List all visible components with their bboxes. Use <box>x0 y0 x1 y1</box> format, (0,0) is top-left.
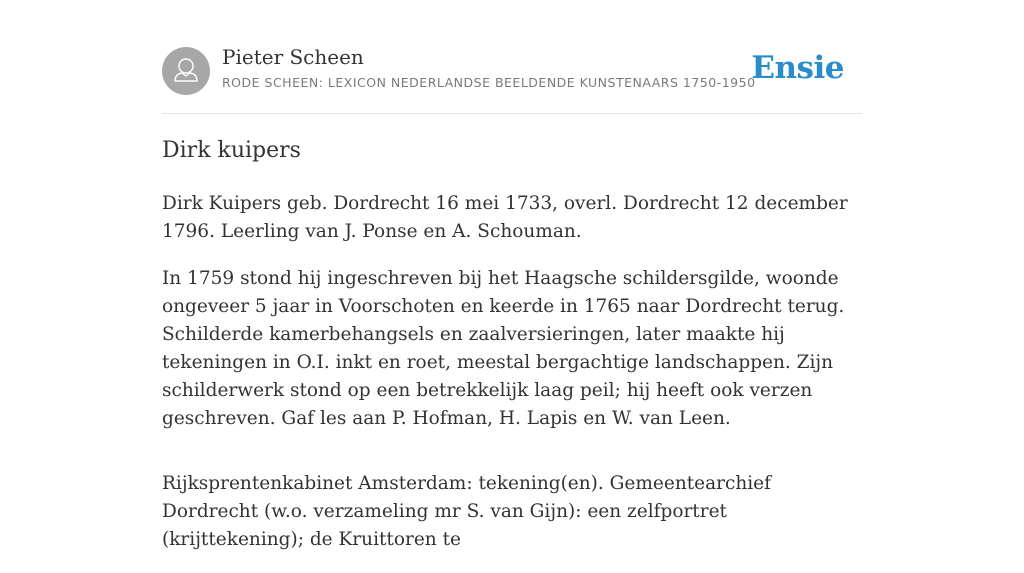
article-paragraph: Dirk Kuipers geb. Dordrecht 16 mei 1733, overl. Dordrecht 12 december 1796. Leerling van J. Ponse en A. Schouman. <box>162 193 848 242</box>
user-icon <box>162 47 210 95</box>
author-avatar[interactable] <box>162 47 210 95</box>
source-name[interactable]: RODE SCHEEN: LEXICON NEDERLANDSE BEELDENDE KUNSTENAARS 1750-1950 <box>222 75 756 90</box>
ensie-logo[interactable]: Ensie <box>751 50 844 86</box>
article-container <box>162 0 862 550</box>
article-title: Dirk kuipers <box>162 138 301 163</box>
author-name[interactable]: Pieter Scheen <box>222 45 364 69</box>
article-header <box>162 0 862 114</box>
article-body <box>162 190 862 573</box>
article-paragraph: In 1759 stond hij ingeschreven bij het Haagsche schildersgilde, woonde ongeveer 5 jaar in Voorschoten en keerde in 1765 naar Dordrecht terug. Schilderde kamerbehangsels en zaalversieringen, later maakte hij tekeningen in O.I. inkt en roet, meestal bergachtige landschappen. Zijn schilderwerk stond op een betrekkelijk laag peil; hij heeft ook verzen geschreven. Gaf les aan P. Hofman, H. Lapis en W. van Leen. <box>162 268 845 429</box>
article-paragraph: Rijksprentenkabinet Amsterdam: tekening(en). Gemeentearchief Dordrecht (w.o. verzameling mr S. van Gijn): een zelfportret (krijttekening); de Kruittoren te <box>162 473 771 550</box>
